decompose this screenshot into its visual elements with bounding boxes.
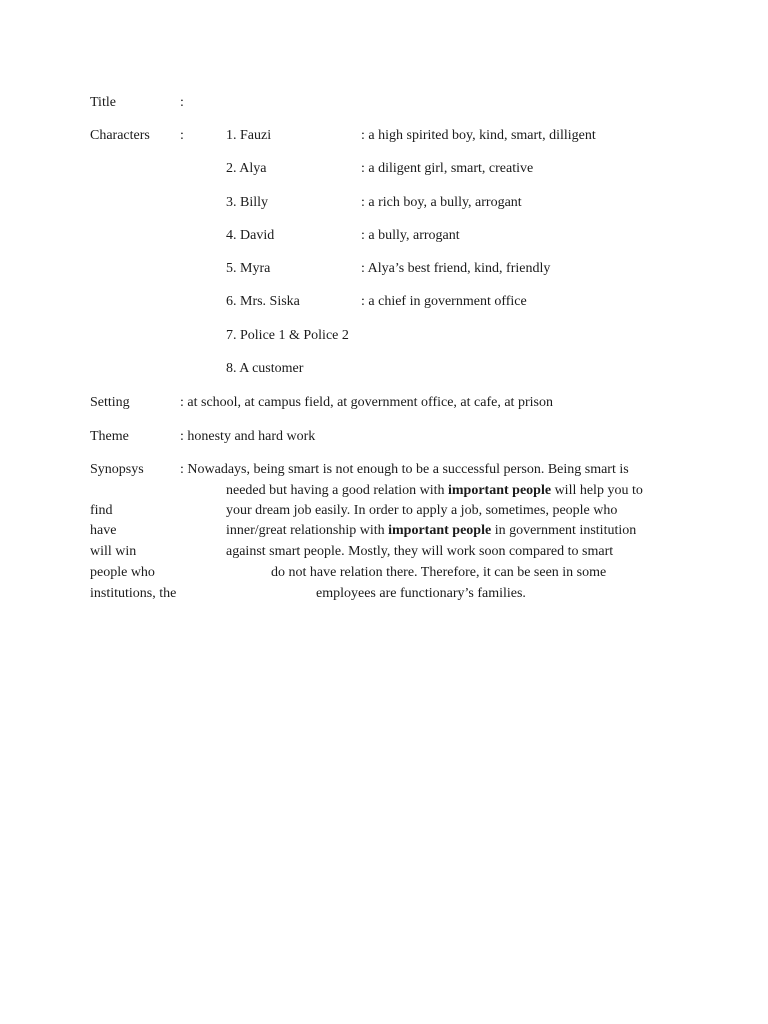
synopsis-line: employees are functionary’s families. <box>316 586 526 601</box>
synopsis-emphasis: important people <box>448 483 552 498</box>
character-name: 3. Billy <box>226 195 269 210</box>
synopsis-line-fragment: people who <box>90 565 155 580</box>
synopsis-line-fragment: institutions, the <box>90 586 177 601</box>
character-desc: : a bully, arrogant <box>361 228 460 243</box>
synopsis-emphasis: important people <box>388 523 492 538</box>
character-name: 5. Myra <box>226 261 271 276</box>
setting-label: Setting <box>90 395 130 410</box>
character-name: 4. David <box>226 228 275 243</box>
synopsis-line-fragment: find <box>90 503 113 518</box>
characters-colon: : <box>180 128 184 143</box>
character-desc: : a diligent girl, smart, creative <box>361 161 534 176</box>
character-name: 2. Alya <box>226 161 267 176</box>
character-name: 6. Mrs. Siska <box>226 294 300 309</box>
setting-value: : at school, at campus field, at government office, at cafe, at prison <box>180 395 553 410</box>
synopsis-line: : Nowadays, being smart is not enough to be a successful person. Being smart is <box>180 462 629 477</box>
synopsis-line: your dream job easily. In order to apply a job, sometimes, people who <box>226 503 618 518</box>
character-desc: : Alya’s best friend, kind, friendly <box>361 261 551 276</box>
synopsis-line: needed but having a good relation with important people will help you to <box>226 483 643 498</box>
theme-label: Theme <box>90 429 129 444</box>
synopsis-line-fragment: will win <box>90 544 137 559</box>
synopsis-line-fragment: have <box>90 523 117 538</box>
synopsis-line: do not have relation there. Therefore, it can be seen in some <box>271 565 607 580</box>
character-desc: : a high spirited boy, kind, smart, dilligent <box>361 128 596 143</box>
character-name: 1. Fauzi <box>226 128 272 143</box>
title-colon: : <box>180 95 184 110</box>
synopsis-line: inner/great relationship with important people in government institution <box>226 523 637 538</box>
synopsis-line: against smart people. Mostly, they will work soon compared to smart <box>226 544 614 559</box>
theme-value: : honesty and hard work <box>180 429 316 444</box>
character-desc: : a chief in government office <box>361 294 527 309</box>
character-name: 8. A customer <box>226 361 304 376</box>
title-label: Title <box>90 95 116 110</box>
characters-label: Characters <box>90 128 150 143</box>
synopsis-label: Synopsys <box>90 462 144 477</box>
character-name: 7. Police 1 & Police 2 <box>226 328 349 343</box>
character-desc: : a rich boy, a bully, arrogant <box>361 195 522 210</box>
